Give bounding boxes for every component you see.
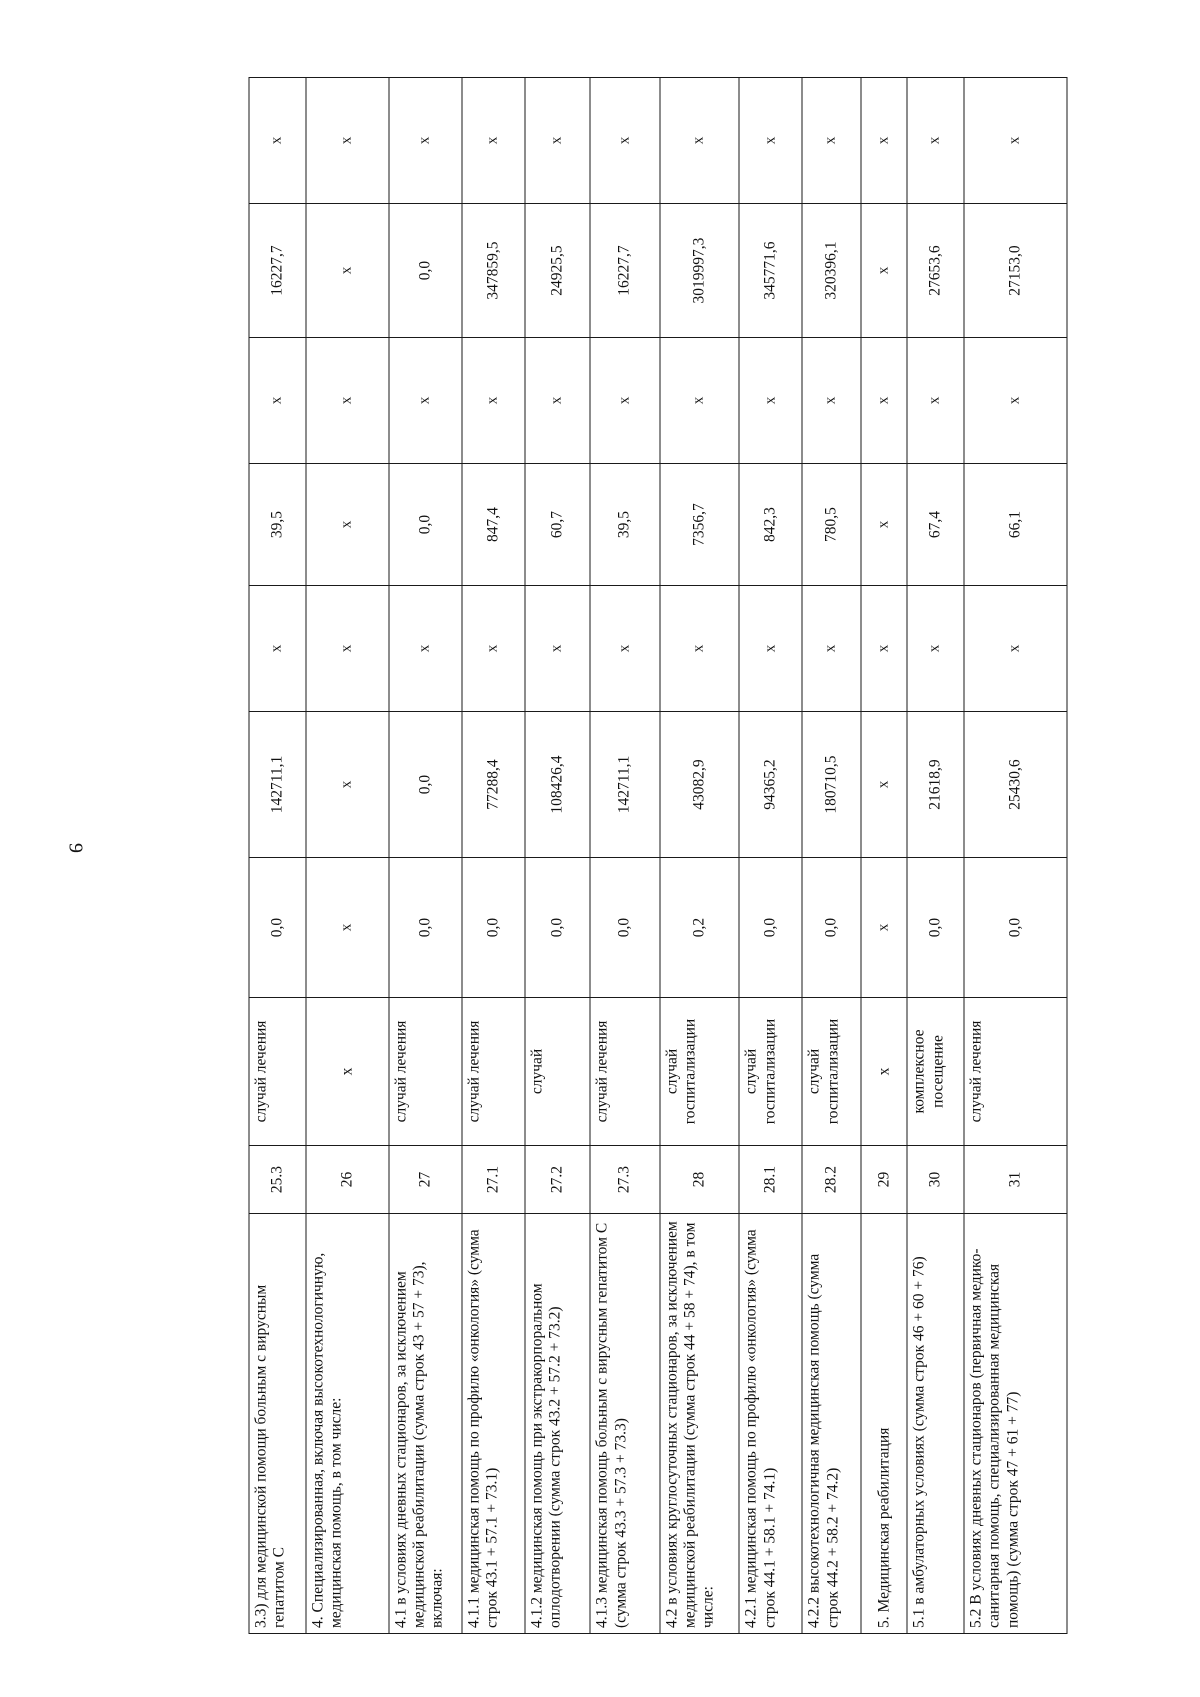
row-unit: случай лечения xyxy=(964,998,1067,1146)
row-value-3: х xyxy=(525,586,590,712)
row-value-4: 39,5 xyxy=(590,464,659,586)
row-value-2: 142711,1 xyxy=(590,712,659,858)
row-name: 4.2.2 высокотехнологичная медицинская помощь (сумма строк 44.2 + 58.2 + 74.2) xyxy=(802,1214,861,1634)
row-value-2: 0,0 xyxy=(389,712,463,858)
row-value-6: х xyxy=(861,204,907,338)
row-value-1: х xyxy=(861,858,907,998)
row-number: 29 xyxy=(861,1146,907,1214)
row-value-3: х xyxy=(861,586,907,712)
table-row xyxy=(306,78,389,1634)
row-value-2: х xyxy=(306,712,389,858)
row-value-7: х xyxy=(462,78,525,204)
row-unit: случай госпитализации xyxy=(660,998,740,1146)
row-value-5: х xyxy=(907,338,964,464)
table-row xyxy=(739,78,802,1634)
row-value-3: х xyxy=(660,586,740,712)
row-value-6: 347859,5 xyxy=(462,204,525,338)
row-value-6: 16227,7 xyxy=(590,204,659,338)
row-unit: случай xyxy=(525,998,590,1146)
row-value-7: х xyxy=(306,78,389,204)
row-unit: случай лечения xyxy=(590,998,659,1146)
row-value-3: х xyxy=(389,586,463,712)
row-unit: случай госпитализации xyxy=(802,998,861,1146)
row-value-3: х xyxy=(802,586,861,712)
row-value-6: 345771,6 xyxy=(739,204,802,338)
table-row xyxy=(861,78,907,1634)
row-value-2: х xyxy=(861,712,907,858)
row-number: 28.2 xyxy=(802,1146,861,1214)
row-number: 26 xyxy=(306,1146,389,1214)
row-value-2: 21618,9 xyxy=(907,712,964,858)
row-name: 5.1 в амбулаторных условиях (сумма строк 46 + 60 + 76) xyxy=(907,1214,964,1634)
table-row xyxy=(802,78,861,1634)
row-value-2: 43082,9 xyxy=(660,712,740,858)
data-table xyxy=(249,77,1068,1634)
row-name: 4.2.1 медицинская помощь по профилю «онкология» (сумма строк 44.1 + 58.1 + 74.1) xyxy=(739,1214,802,1634)
row-value-6: 24925,5 xyxy=(525,204,590,338)
row-value-4: 842,3 xyxy=(739,464,802,586)
row-number: 28.1 xyxy=(739,1146,802,1214)
row-value-1: х xyxy=(306,858,389,998)
row-value-7: х xyxy=(389,78,463,204)
row-value-7: х xyxy=(739,78,802,204)
row-name: 5.2 В условиях дневных стационаров (первичная медико-санитарная помощь, специализированная медицинская помощь) (сумма строк 47 + 61 + 77) xyxy=(964,1214,1067,1634)
row-value-4: х xyxy=(861,464,907,586)
row-value-4: 60,7 xyxy=(525,464,590,586)
row-unit: случай лечения xyxy=(462,998,525,1146)
row-value-6: 0,0 xyxy=(389,204,463,338)
row-value-7: х xyxy=(802,78,861,204)
row-value-4: 67,4 xyxy=(907,464,964,586)
table-row xyxy=(964,78,1067,1634)
row-unit: случай госпитализации xyxy=(739,998,802,1146)
table-row xyxy=(249,78,306,1634)
row-unit: случай лечения xyxy=(249,998,306,1146)
row-name: 3.3) для медицинской помощи больным с вирусным гепатитом С xyxy=(249,1214,306,1634)
table-row xyxy=(660,78,740,1634)
row-value-6: 27653,6 xyxy=(907,204,964,338)
row-unit: х xyxy=(861,998,907,1146)
table-container xyxy=(249,78,1068,1634)
row-value-1: 0,2 xyxy=(660,858,740,998)
row-value-5: х xyxy=(590,338,659,464)
row-value-7: х xyxy=(590,78,659,204)
row-value-1: 0,0 xyxy=(249,858,306,998)
row-value-5: х xyxy=(525,338,590,464)
row-name: 4.1.1 медицинская помощь по профилю «онкология» (сумма строк 43.1 + 57.1 + 73.1) xyxy=(462,1214,525,1634)
row-number: 27 xyxy=(389,1146,463,1214)
row-value-3: х xyxy=(964,586,1067,712)
row-unit: комплексное посещение xyxy=(907,998,964,1146)
row-value-7: х xyxy=(525,78,590,204)
row-value-2: 25430,6 xyxy=(964,712,1067,858)
row-name: 4.1 в условиях дневных стационаров, за исключением медицинской реабилитации (сумма строк 43 + 57 + 73), включая: xyxy=(389,1214,463,1634)
row-name: 4. Специализированная, включая высокотехнологичную, медицинская помощь, в том числе: xyxy=(306,1214,389,1634)
table-row xyxy=(462,78,525,1634)
table-row xyxy=(907,78,964,1634)
row-value-5: х xyxy=(249,338,306,464)
table-body xyxy=(249,78,1067,1634)
row-value-1: 0,0 xyxy=(739,858,802,998)
table-row xyxy=(590,78,659,1634)
row-value-6: 320396,1 xyxy=(802,204,861,338)
row-value-6: х xyxy=(306,204,389,338)
row-value-5: х xyxy=(660,338,740,464)
row-value-1: 0,0 xyxy=(525,858,590,998)
row-value-3: х xyxy=(590,586,659,712)
row-number: 25.3 xyxy=(249,1146,306,1214)
row-value-4: 847,4 xyxy=(462,464,525,586)
row-value-3: х xyxy=(306,586,389,712)
row-value-5: х xyxy=(389,338,463,464)
row-value-3: х xyxy=(907,586,964,712)
row-unit: х xyxy=(306,998,389,1146)
row-value-6: 3019997,3 xyxy=(660,204,740,338)
table-row xyxy=(389,78,463,1634)
row-value-5: х xyxy=(306,338,389,464)
row-value-1: 0,0 xyxy=(462,858,525,998)
row-value-3: х xyxy=(249,586,306,712)
row-value-7: х xyxy=(861,78,907,204)
row-value-1: 0,0 xyxy=(389,858,463,998)
row-number: 31 xyxy=(964,1146,1067,1214)
row-value-6: 27153,0 xyxy=(964,204,1067,338)
row-value-5: х xyxy=(739,338,802,464)
table-row xyxy=(525,78,590,1634)
row-value-3: х xyxy=(739,586,802,712)
row-number: 27.2 xyxy=(525,1146,590,1214)
row-name: 5. Медицинская реабилитация xyxy=(861,1214,907,1634)
row-value-2: 108426,4 xyxy=(525,712,590,858)
row-value-3: х xyxy=(462,586,525,712)
row-number: 27.3 xyxy=(590,1146,659,1214)
row-name: 4.1.3 медицинская помощь больным с вирусным гепатитом С (сумма строк 43.3 + 57.3 + 73.3) xyxy=(590,1214,659,1634)
row-number: 27.1 xyxy=(462,1146,525,1214)
row-value-4: х xyxy=(306,464,389,586)
row-value-7: х xyxy=(907,78,964,204)
row-value-1: 0,0 xyxy=(907,858,964,998)
row-value-2: 94365,2 xyxy=(739,712,802,858)
row-value-6: 16227,7 xyxy=(249,204,306,338)
row-value-7: х xyxy=(964,78,1067,204)
row-value-1: 0,0 xyxy=(802,858,861,998)
row-value-5: х xyxy=(964,338,1067,464)
row-value-2: 142711,1 xyxy=(249,712,306,858)
row-number: 28 xyxy=(660,1146,740,1214)
row-value-7: х xyxy=(249,78,306,204)
row-unit: случай лечения xyxy=(389,998,463,1146)
row-number: 30 xyxy=(907,1146,964,1214)
row-value-1: 0,0 xyxy=(964,858,1067,998)
row-value-4: 0,0 xyxy=(389,464,463,586)
row-value-2: 77288,4 xyxy=(462,712,525,858)
row-value-5: х xyxy=(802,338,861,464)
row-value-4: 39,5 xyxy=(249,464,306,586)
row-value-4: 7356,7 xyxy=(660,464,740,586)
row-value-5: х xyxy=(861,338,907,464)
row-value-7: х xyxy=(660,78,740,204)
row-value-4: 66,1 xyxy=(964,464,1067,586)
row-value-4: 780,5 xyxy=(802,464,861,586)
row-value-5: х xyxy=(462,338,525,464)
row-value-2: 180710,5 xyxy=(802,712,861,858)
row-name: 4.1.2 медицинская помощь при экстракорпоральном оплодотворении (сумма строк 43.2 + 57.2 + 73.2) xyxy=(525,1214,590,1634)
row-value-1: 0,0 xyxy=(590,858,659,998)
page-number: 9 xyxy=(64,843,87,853)
row-name: 4.2 в условиях круглосуточных стационаров, за исключением медицинской реабилитации (сумма строк 44 + 58 + 74), в том числе: xyxy=(660,1214,740,1634)
